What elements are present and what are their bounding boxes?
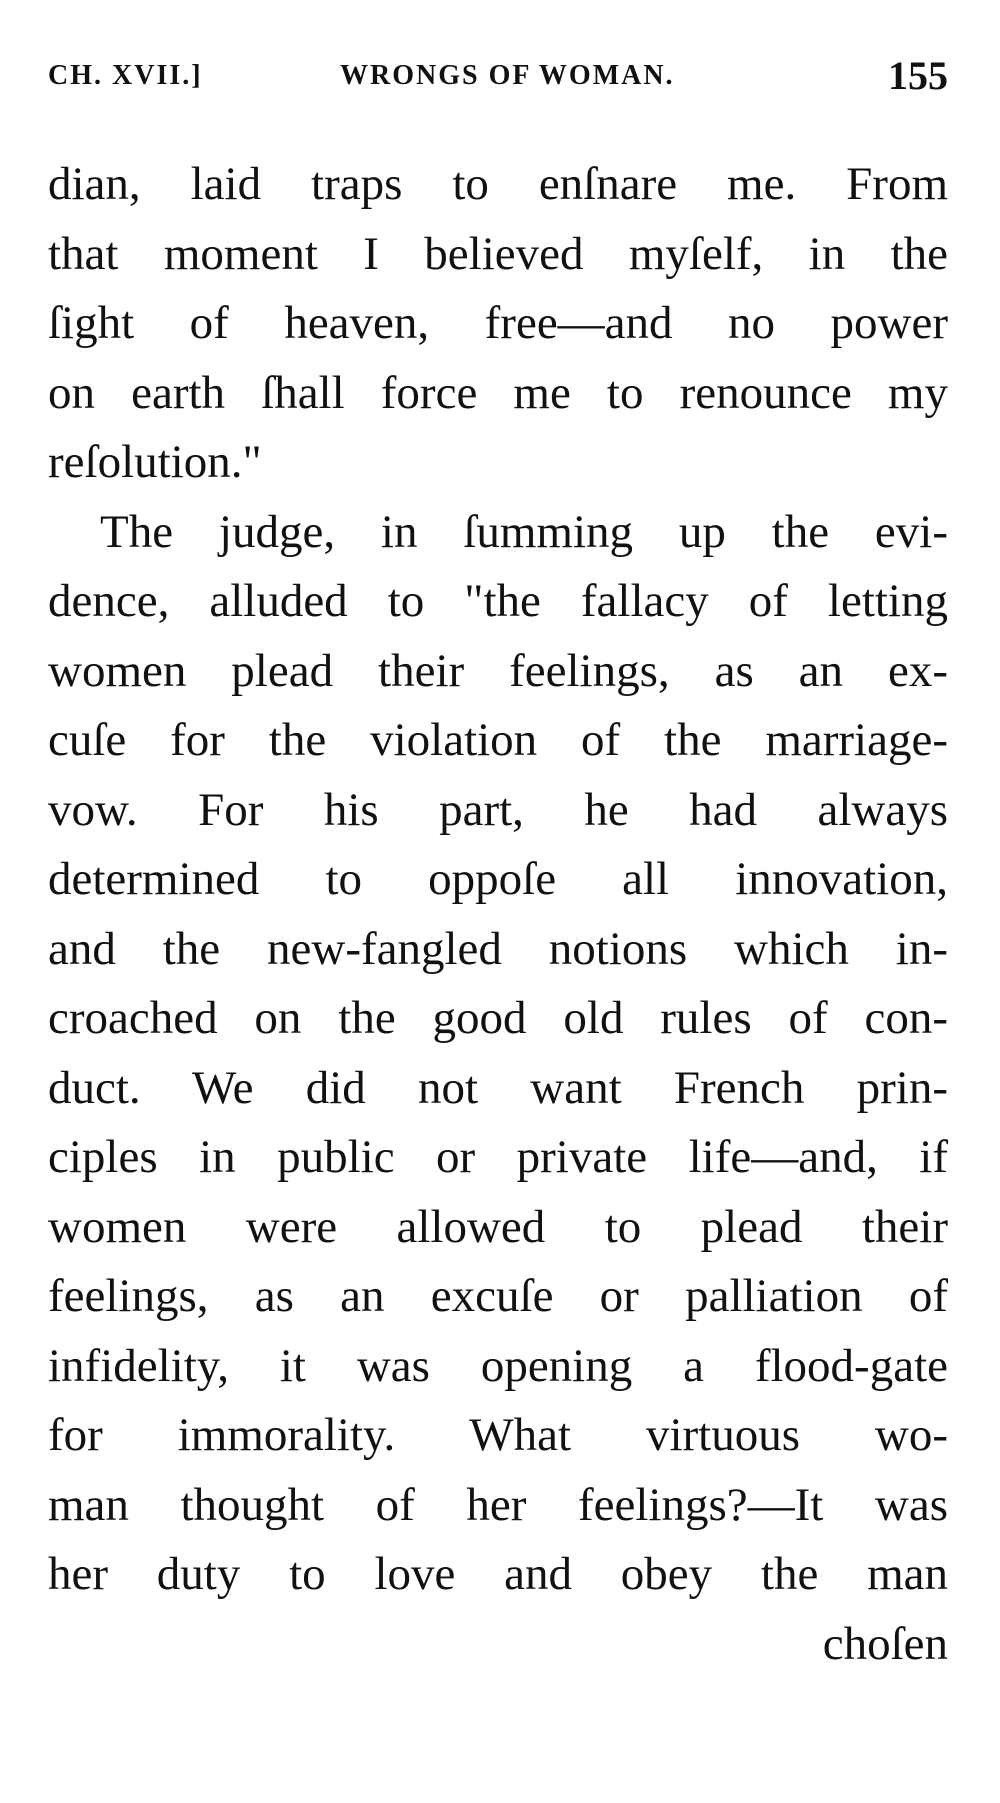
text-line: and the new-fangled notions which in- bbox=[48, 922, 948, 975]
text-line: infidelity, it was opening a flood-gate bbox=[48, 1339, 948, 1392]
text-line: on earth ſhall force me to renounce my bbox=[48, 366, 948, 419]
text-line: vow. For his part, he had always bbox=[48, 783, 948, 836]
chapter-reference: CH. XVII.] bbox=[48, 60, 203, 91]
text-line: reſolution." bbox=[48, 436, 262, 488]
text-line: duct. We did not want French prin- bbox=[48, 1061, 948, 1114]
paragraph-first-line: The judge, in ſumming up the evi- bbox=[100, 505, 948, 558]
body-text bbox=[48, 150, 948, 1679]
running-head bbox=[48, 52, 948, 102]
text-line: ciples in public or private life—and, if bbox=[48, 1131, 948, 1183]
running-title: WRONGS OF WOMAN. bbox=[340, 60, 675, 91]
text-line: dian, laid traps to enſnare me. From bbox=[48, 158, 948, 210]
text-line: dence, alluded to "the fallacy of letting bbox=[48, 575, 948, 627]
text-line: man thought of her feelings?—It was bbox=[48, 1478, 948, 1531]
text-line: women plead their feelings, as an ex- bbox=[48, 644, 948, 697]
text-line: for immorality. What virtuous wo- bbox=[48, 1409, 948, 1461]
catchword: choſen bbox=[822, 1617, 948, 1670]
text-line: feelings, as an excuſe or palliation of bbox=[48, 1270, 948, 1322]
text-line: determined to oppoſe all innovation, bbox=[48, 853, 948, 905]
text-line: croached on the good old rules of con- bbox=[48, 992, 948, 1044]
text-line: her duty to love and obey the man bbox=[48, 1548, 948, 1600]
text-line: ſight of heaven, free—and no power bbox=[48, 297, 948, 349]
text-line: cuſe for the violation of the marriage- bbox=[48, 714, 948, 766]
text-line: women were allowed to plead their bbox=[48, 1200, 948, 1253]
text-line: that moment I believed myſelf, in the bbox=[48, 227, 948, 280]
page-number: 155 bbox=[888, 53, 948, 98]
